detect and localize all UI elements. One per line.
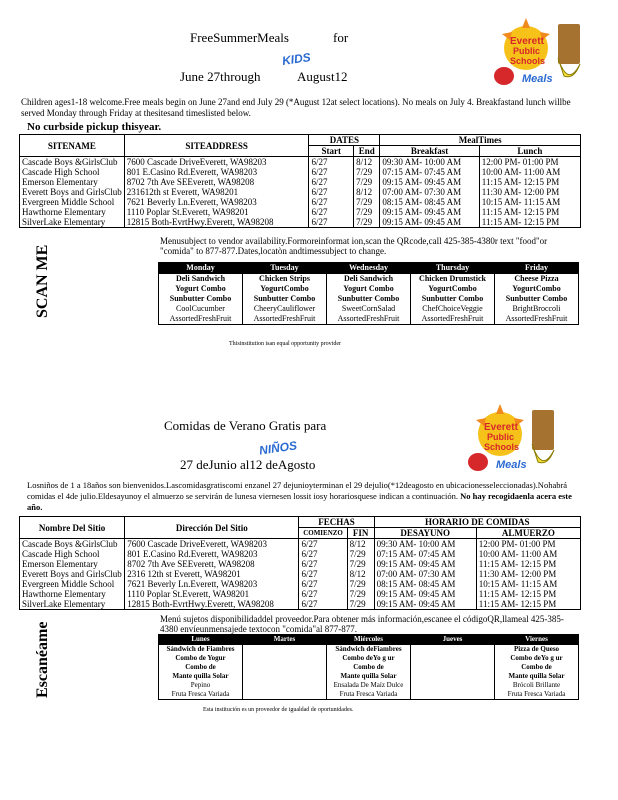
title-date-end: August12 [297, 69, 348, 84]
table-cell: 8702 7th Ave SEEverett, WA98208 [124, 177, 309, 187]
equal-opportunity-es: Esta institución es un proveedor de igualdad de oportunidades. [203, 707, 354, 713]
table-cell: 07:15 AM- 07:45 AM [374, 549, 476, 559]
table-cell: 801 E.Casino Rd.Everett, WA98203 [125, 549, 299, 559]
table-row [20, 569, 581, 579]
table-cell: Hawthorne Elementary [20, 207, 125, 217]
table-cell: Evergreen Middle School [20, 197, 125, 207]
menu-item: Mante quilla Solar [172, 672, 229, 680]
menu-item: Yogurt Combo [175, 284, 226, 293]
menu-item: Fruta Fresca Variada [507, 690, 566, 698]
table-cell: Cascade High School [20, 167, 125, 177]
menu-item: Sunbutter Combo [253, 294, 316, 303]
col-meal-times: MealTimes [380, 135, 581, 146]
table-cell: 10:15 AM- 11:15 AM [479, 197, 580, 207]
table-cell: 11:15 AM- 12:15 PM [479, 207, 580, 217]
schedule-table-es [19, 516, 581, 610]
table-cell: 6/27 [309, 177, 354, 187]
menu-day-cell [327, 645, 411, 700]
table-row [20, 559, 581, 569]
menu-day-cell [159, 274, 243, 325]
table-cell: 11:15 AM- 12:15 PM [479, 177, 580, 187]
menu-item: Chicken Strips [259, 274, 310, 283]
menu-item: Brócoli Brillante [512, 681, 561, 689]
table-cell: 1110 Poplar St.Everett, WA98201 [125, 589, 299, 599]
table-cell: 6/27 [309, 157, 354, 168]
table-cell: 7600 Cascade DriveEverett, WA98203 [125, 539, 299, 550]
table-cell: 7/29 [354, 217, 380, 228]
title-for: for [333, 30, 349, 45]
table-row [20, 207, 581, 217]
table-cell: 07:15 AM- 07:45 AM [380, 167, 479, 177]
table-cell: SilverLake Elementary [20, 217, 125, 228]
intro-paragraph: Children ages1-18 welcome.Free meals begin on June 27and end July 29 (*August 12at select locations). No meals on July 4. Breakfastand lunch willbe served Monday through Friday at thesitesand timeslisted below. [21, 97, 571, 118]
menu-item: Combo de [353, 663, 384, 671]
menu-item: CheeryCauliflower [253, 304, 316, 313]
svg-text:Meals: Meals [522, 73, 553, 85]
col-site-address: SITEADDRESS [124, 135, 309, 157]
table-cell: 2316 12th st Everett, WA98201 [125, 569, 299, 579]
table-row [20, 167, 581, 177]
kids-label: KIDS [281, 50, 312, 68]
menu-day-header: Martes [243, 635, 327, 645]
col-start: Start [309, 146, 354, 157]
table-row [20, 599, 581, 610]
schedule-table-en [19, 134, 581, 228]
table-row [20, 579, 581, 589]
table-cell: 10:00 AM- 11:00 AM [476, 549, 580, 559]
menu-day-header: Jueves [411, 635, 495, 645]
menu-day-cell [411, 274, 495, 325]
table-cell: Cascade Boys &GirlsClub [20, 539, 125, 550]
ninos-label: NIÑOS [258, 438, 298, 458]
svg-text:Everett: Everett [484, 422, 518, 433]
table-cell: 6/27 [309, 187, 354, 197]
table-cell: 12:00 PM- 01:00 PM [479, 157, 580, 168]
menu-item: Mante quilla Solar [340, 672, 397, 680]
menu-item: Combo de [185, 663, 216, 671]
col-fin: FIN [347, 528, 374, 539]
svg-text:Public: Public [487, 432, 515, 442]
table-cell: 11:15 AM- 12:15 PM [479, 217, 580, 228]
table-cell: Cascade Boys &GirlsClub [20, 157, 125, 168]
col-direccion-sitio: Dirección Del Sitio [125, 517, 299, 539]
col-end: End [354, 146, 380, 157]
table-row [20, 217, 581, 228]
table-cell: Emerson Elementary [20, 559, 125, 569]
menu-item: CoolCucumber [176, 304, 225, 313]
table-cell: 12815 Both-EvrtHwy.Everett, WA98208 [125, 599, 299, 610]
menu-item: Ensalada De Maíz Dulce [333, 681, 404, 689]
menu-item: YogurtCombo [260, 284, 309, 293]
table-cell: 11:15 AM- 12:15 PM [476, 599, 580, 610]
title-line-1 [190, 30, 289, 46]
menu-item: YogurtCombo [428, 284, 477, 293]
table-cell: 8/12 [354, 157, 380, 168]
menu-item: Fruta Fresca Variada [171, 690, 230, 698]
table-cell: Everett Boys and GirlsClub [20, 569, 125, 579]
table-cell: 7/29 [347, 589, 374, 599]
table-cell: 09:15 AM- 09:45 AM [374, 589, 476, 599]
table-cell: 7600 Cascade DriveEverett, WA98203 [124, 157, 309, 168]
menu-table-es [158, 634, 579, 700]
table-cell: 8/12 [347, 539, 374, 550]
menu-item: AssortedFreshFruit [505, 314, 568, 323]
menu-note-en: Menusubject to vendor availability.Formoreinformat ion,scan the QRcode,call 425-385-4380r text "food"or "comida" to 877-877.Dates,locatòn andtimessubject to change. [160, 236, 548, 256]
table-cell: 6/27 [299, 599, 347, 610]
everett-public-schools-meals-logo [488, 18, 558, 86]
menu-item: Fruta Fresca Variada [339, 690, 398, 698]
table-cell: 231612th st Everett, WA98201 [124, 187, 309, 197]
table-cell: Evergreen Middle School [20, 579, 125, 589]
table-cell: 11:30 AM- 12:00 PM [479, 187, 580, 197]
table-cell: 08:15 AM- 08:45 AM [374, 579, 476, 589]
menu-item: AssortedFreshFruit [253, 314, 316, 323]
table-cell: 7621 Beverly Ln.Everett, WA98203 [124, 197, 309, 207]
table-cell: 09:30 AM- 10:00 AM [374, 539, 476, 550]
title-date-start: June 27through [180, 69, 261, 84]
table-cell: 11:15 AM- 12:15 PM [476, 589, 580, 599]
table-cell: Hawthorne Elementary [20, 589, 125, 599]
menu-item: SweetCornSalad [341, 304, 396, 313]
table-cell: 7/29 [354, 177, 380, 187]
table-row [20, 589, 581, 599]
table-cell: 7/29 [347, 579, 374, 589]
menu-item: Combo de [521, 663, 552, 671]
table-cell: 07:00 AM- 07:30 AM [380, 187, 479, 197]
menu-item: AssortedFreshFruit [169, 314, 232, 323]
title-free-summer-meals: FreeSummerMeals [190, 30, 289, 45]
col-breakfast: Breakfast [380, 146, 479, 157]
menu-day-header: Wednesday [327, 263, 411, 274]
menu-day-header: Thursday [411, 263, 495, 274]
col-desayuno: DESAYUNO [374, 528, 476, 539]
table-cell: 6/27 [299, 559, 347, 569]
table-cell: 10:00 AM- 11:00 AM [479, 167, 580, 177]
table-cell: 6/27 [299, 549, 347, 559]
col-comienzo: COMIENZO [299, 528, 347, 539]
table-cell: 6/27 [299, 579, 347, 589]
intro-paragraph-es [27, 480, 583, 513]
table-row [20, 157, 581, 168]
table-cell: 09:15 AM- 09:45 AM [374, 599, 476, 610]
titulo-fechas: 27 deJunio al12 deAgosto [180, 457, 316, 472]
table-cell: 6/27 [309, 217, 354, 228]
table-cell: 7621 Beverly Ln.Everett, WA98203 [125, 579, 299, 589]
table-cell: 6/27 [309, 167, 354, 177]
table-cell: 801 E.Casino Rd.Everett, WA98203 [124, 167, 309, 177]
col-dates: DATES [309, 135, 380, 146]
equal-opportunity-en: Thisinstitution isan equal opportunity provider [229, 341, 341, 347]
menu-day-header: Lunes [159, 635, 243, 645]
menu-day-cell [327, 274, 411, 325]
menu-item: Deli Sandwich [343, 274, 394, 283]
table-cell: 8/12 [347, 569, 374, 579]
table-cell: 6/27 [299, 569, 347, 579]
table-row [20, 549, 581, 559]
table-row [20, 187, 581, 197]
scan-me-label: SCAN ME [34, 244, 51, 318]
menu-item: Sunbutter Combo [169, 294, 232, 303]
table-cell: 09:15 AM- 09:45 AM [380, 207, 479, 217]
menu-day-header: Monday [159, 263, 243, 274]
table-cell: 11:15 AM- 12:15 PM [476, 559, 580, 569]
table-cell: 6/27 [299, 589, 347, 599]
menu-day-cell [495, 274, 579, 325]
menu-item: Mante quilla Solar [508, 672, 565, 680]
table-cell: 6/27 [299, 539, 347, 550]
menu-day-cell [243, 645, 327, 700]
col-nombre-sitio: Nombre Del Sitio [20, 517, 125, 539]
menu-item: Deli Sandwich [175, 274, 226, 283]
menu-item: Chicken Drumstick [419, 274, 486, 283]
svg-text:Schools: Schools [510, 56, 546, 66]
table-cell: 7/29 [354, 207, 380, 217]
table-cell: 8702 7th Ave SEEverett, WA98208 [125, 559, 299, 569]
table-cell: 11:30 AM- 12:00 PM [476, 569, 580, 579]
titulo-linea-1: Comidas de Verano Gratis para [164, 418, 327, 433]
menu-day-header: Viernes [495, 635, 579, 645]
table-cell: 12815 Both-EvrtHwy.Everett, WA98208 [124, 217, 309, 228]
menu-table-en [158, 262, 579, 325]
menu-item: AssortedFreshFruit [337, 314, 400, 323]
menu-item: Sunbutter Combo [421, 294, 484, 303]
table-cell: SilverLake Elementary [20, 599, 125, 610]
table-cell: 7/29 [347, 549, 374, 559]
no-pickup-notice-es: No hay recogidaenla acera este año. [27, 491, 572, 512]
intro-text-es: Losniños de 1 a 18años son bienvenidos.Lascomidasgratiscomi enzanel 27 dejunioyterminan el 29 dejulio(*12deagosto en ubicacionesseleccionadas).Nohabrá comidas el 4de julio.Eldesayunoy el almuerzo se servirán de lunesa viernesen lossit iosy horariosquese indican a continuación. [27, 480, 568, 501]
svg-text:Schools: Schools [484, 442, 520, 452]
menu-item: Sunbutter Combo [505, 294, 568, 303]
menu-item: Yogurt Combo [343, 284, 394, 293]
menu-item: Combo de Yogur [175, 654, 226, 662]
menu-item: ChefChoiceVeggie [422, 304, 483, 313]
table-cell: 6/27 [309, 197, 354, 207]
table-cell: 09:15 AM- 09:45 AM [380, 177, 479, 187]
col-lunch: Lunch [479, 146, 580, 157]
col-fechas: FECHAS [299, 517, 374, 528]
table-cell: 08:15 AM- 08:45 AM [380, 197, 479, 207]
table-cell: 09:15 AM- 09:45 AM [380, 217, 479, 228]
menu-item: AssortedFreshFruit [421, 314, 484, 323]
menu-day-cell [159, 645, 243, 700]
menu-item: Pepino [190, 681, 211, 689]
table-cell: 09:30 AM- 10:00 AM [380, 157, 479, 168]
svg-text:Meals: Meals [496, 459, 527, 471]
table-cell: 7/29 [347, 599, 374, 610]
table-row [20, 539, 581, 550]
menu-day-header: Miércoles [327, 635, 411, 645]
table-cell: 7/29 [354, 167, 380, 177]
escaneame-label: Escanéame [34, 621, 51, 698]
table-row [20, 197, 581, 207]
table-cell: Emerson Elementary [20, 177, 125, 187]
menu-item: Sándwich deFiambres [335, 645, 402, 653]
menu-item: Cheese Pizza [514, 274, 559, 283]
menu-day-cell [243, 274, 327, 325]
table-cell: Cascade High School [20, 549, 125, 559]
menu-note-es: Menú sujetos disponibilidaddel proveedor.Para obtener más información,escanee el códigoQR,llameal 425-385-4380 envíeunmensajede textocon "comida"al 877-877. [160, 614, 564, 634]
table-cell: 6/27 [309, 207, 354, 217]
svg-text:Everett: Everett [510, 36, 544, 47]
table-cell: 8/12 [354, 187, 380, 197]
table-cell: Everett Boys and GirlsClub [20, 187, 125, 197]
table-row [20, 177, 581, 187]
col-almuerzo: ALMUERZO [476, 528, 580, 539]
table-cell: 12:00 PM- 01:00 PM [476, 539, 580, 550]
menu-day-header: Friday [495, 263, 579, 274]
menu-item: YogurtCombo [512, 284, 561, 293]
menu-day-cell [495, 645, 579, 700]
menu-item: BrightBroccoli [512, 304, 561, 313]
menu-day-cell [411, 645, 495, 700]
menu-day-header: Tuesday [243, 263, 327, 274]
menu-item: Combo deYo g ur [342, 654, 395, 662]
menu-item: Sándwich de Fiambres [166, 645, 235, 653]
table-cell: 7/29 [354, 197, 380, 207]
svg-text:Public: Public [513, 46, 541, 56]
menu-item: Sunbutter Combo [337, 294, 400, 303]
table-cell: 10:15 AM- 11:15 AM [476, 579, 580, 589]
col-site-name: SITENAME [20, 135, 125, 157]
no-curbside-notice: No curbside pickup thisyear. [27, 121, 162, 133]
menu-item: Combo deYo g ur [510, 654, 563, 662]
col-horario: HORARIO DE COMIDAS [374, 517, 580, 528]
everett-public-schools-meals-logo-es [462, 404, 532, 472]
menu-item: Pizza de Queso [513, 645, 560, 653]
table-cell: 1110 Poplar St.Everett, WA98201 [124, 207, 309, 217]
table-cell: 7/29 [347, 559, 374, 569]
table-cell: 09:15 AM- 09:45 AM [374, 559, 476, 569]
table-cell: 07:00 AM- 07:30 AM [374, 569, 476, 579]
